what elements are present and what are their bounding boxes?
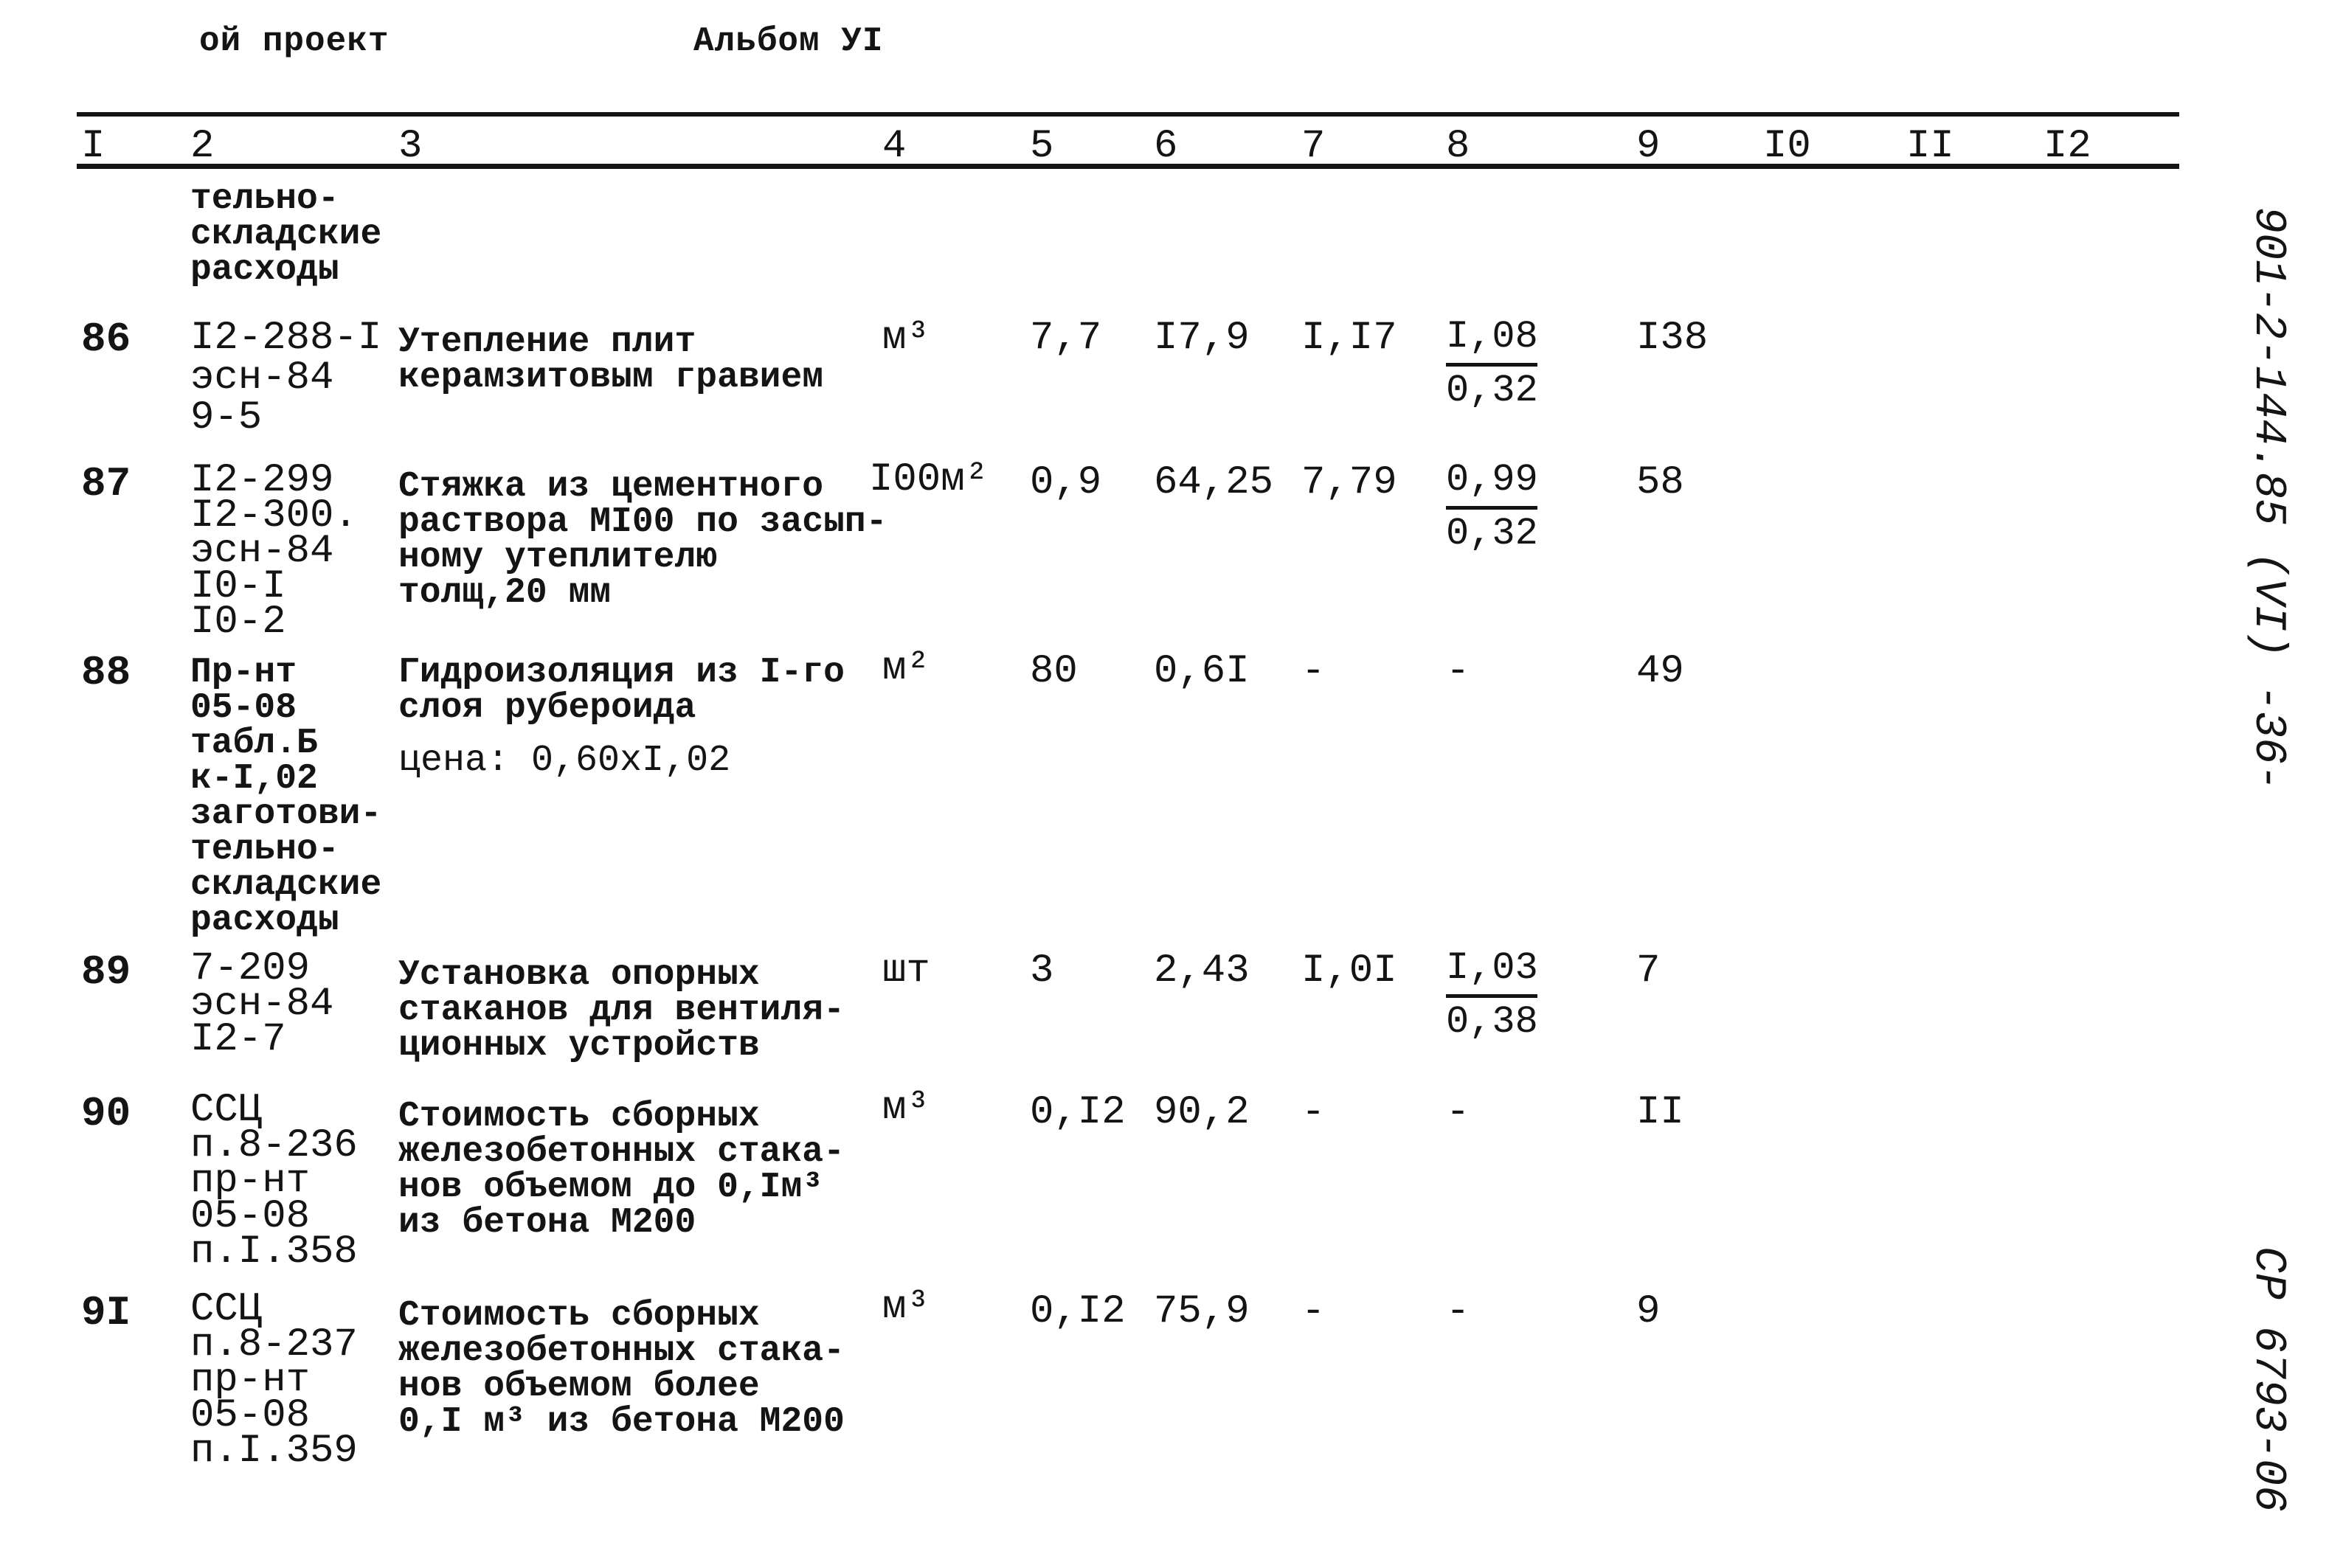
column-number: I2 bbox=[2043, 124, 2091, 169]
side-note-document-code: 901-2-144.85 (VI) -36- bbox=[2243, 207, 2293, 791]
column-number: II bbox=[1906, 124, 1954, 169]
column-number: 9 bbox=[1636, 124, 1661, 169]
row-col9: I38 bbox=[1636, 316, 1709, 361]
row-name: Установка опорных стаканов для вентиля- ционных устройств bbox=[398, 955, 845, 1066]
column-number: 4 bbox=[882, 124, 907, 169]
row-col9: 58 bbox=[1636, 460, 1684, 505]
column-number: 7 bbox=[1301, 124, 1326, 169]
column-number: I0 bbox=[1763, 124, 1811, 169]
row-col6: 75,9 bbox=[1154, 1289, 1250, 1334]
fraction-denominator: 0,38 bbox=[1446, 1000, 1538, 1044]
column-number: 2 bbox=[190, 124, 215, 169]
row-unit: м³ bbox=[882, 1285, 930, 1330]
row-col7: 7,79 bbox=[1301, 460, 1397, 505]
continuation-code: тельно- складские расходы bbox=[190, 179, 382, 290]
row-name: Утепление плит керамзитовым гравием bbox=[398, 322, 824, 398]
row-col9: II bbox=[1636, 1090, 1684, 1135]
column-number: 5 bbox=[1030, 124, 1054, 169]
row-code: Пр-нт 05-08 табл.Б к-I,02 заготови- тельно- складские расходы bbox=[190, 653, 382, 940]
row-col8-fraction bbox=[1446, 456, 1538, 558]
row-col6: I7,9 bbox=[1154, 316, 1250, 361]
row-number: 88 bbox=[81, 649, 131, 696]
row-number: 86 bbox=[81, 316, 131, 363]
row-col5: 80 bbox=[1030, 649, 1078, 694]
row-unit: м² bbox=[882, 646, 930, 691]
row-col6: 90,2 bbox=[1154, 1090, 1250, 1135]
row-col5: 3 bbox=[1030, 948, 1054, 993]
row-col7: I,I7 bbox=[1301, 316, 1397, 361]
row-col9: 49 bbox=[1636, 649, 1684, 694]
fraction-numerator: I,03 bbox=[1446, 944, 1537, 998]
album-header: Альбом УI bbox=[693, 22, 884, 60]
row-name: Стяжка из цементного раствора МI00 по засып- ному утеплителю толщ,20 мм bbox=[398, 467, 887, 613]
row-col8: - bbox=[1446, 649, 1470, 694]
fraction-denominator: 0,32 bbox=[1446, 369, 1538, 412]
row-unit: I00м² bbox=[869, 457, 989, 502]
row-col7: - bbox=[1301, 649, 1326, 694]
row-col9: 9 bbox=[1636, 1289, 1661, 1334]
row-col7: I,0I bbox=[1301, 948, 1397, 993]
column-number: 3 bbox=[398, 124, 423, 169]
row-code: I2-288-I эсн-84 9-5 bbox=[190, 316, 382, 440]
fraction-numerator: 0,99 bbox=[1446, 456, 1537, 510]
row-col5: 0,9 bbox=[1030, 460, 1102, 505]
row-name: Гидроизоляция из I-го слоя рубероида bbox=[398, 653, 845, 728]
row-number: 90 bbox=[81, 1090, 131, 1137]
row-col9: 7 bbox=[1636, 948, 1661, 993]
row-col8: - bbox=[1446, 1090, 1470, 1135]
row-col8: - bbox=[1446, 1289, 1470, 1334]
row-col7: - bbox=[1301, 1090, 1326, 1135]
row-price-note: цена: 0,60хI,02 bbox=[398, 740, 731, 782]
row-number: 87 bbox=[81, 460, 131, 507]
row-code: I2-299 I2-300. эсн-84 I0-I I0-2 bbox=[190, 458, 358, 645]
side-note-catalog-code: СР 6793-06 bbox=[2243, 1246, 2293, 1513]
row-code: ССЦ п.8-237 пр-нт 05-08 п.I.359 bbox=[190, 1287, 358, 1474]
column-number: 8 bbox=[1446, 124, 1470, 169]
column-number: 6 bbox=[1154, 124, 1178, 169]
row-col5: 0,I2 bbox=[1030, 1090, 1126, 1135]
row-col8-fraction bbox=[1446, 313, 1538, 415]
row-unit: м³ bbox=[882, 1086, 930, 1131]
row-name: Стоимость сборных железобетонных стака- нов объемом более 0,I м³ из бетона М200 bbox=[398, 1296, 845, 1442]
row-col6: 2,43 bbox=[1154, 948, 1250, 993]
row-col7: - bbox=[1301, 1289, 1326, 1334]
row-col6: 64,25 bbox=[1154, 460, 1274, 505]
row-col8-fraction bbox=[1446, 944, 1538, 1047]
project-header: ой проект bbox=[199, 22, 390, 60]
row-unit: м³ bbox=[882, 316, 930, 361]
row-number: 89 bbox=[81, 948, 131, 996]
fraction-denominator: 0,32 bbox=[1446, 512, 1538, 555]
column-number: I bbox=[81, 124, 105, 169]
top-rule bbox=[77, 112, 2179, 117]
header-bottom-rule bbox=[77, 164, 2179, 169]
row-number: 9I bbox=[81, 1289, 131, 1336]
row-col5: 7,7 bbox=[1030, 316, 1102, 361]
row-name: Стоимость сборных железобетонных стака- нов объемом до 0,Iм³ из бетона М200 bbox=[398, 1097, 845, 1243]
row-col5: 0,I2 bbox=[1030, 1289, 1126, 1334]
row-code: 7-209 эсн-84 I2-7 bbox=[190, 946, 334, 1062]
row-unit: шт bbox=[882, 948, 930, 993]
row-col6: 0,6I bbox=[1154, 649, 1250, 694]
fraction-numerator: I,08 bbox=[1446, 313, 1537, 367]
row-code: ССЦ п.8-236 пр-нт 05-08 п.I.358 bbox=[190, 1088, 358, 1274]
